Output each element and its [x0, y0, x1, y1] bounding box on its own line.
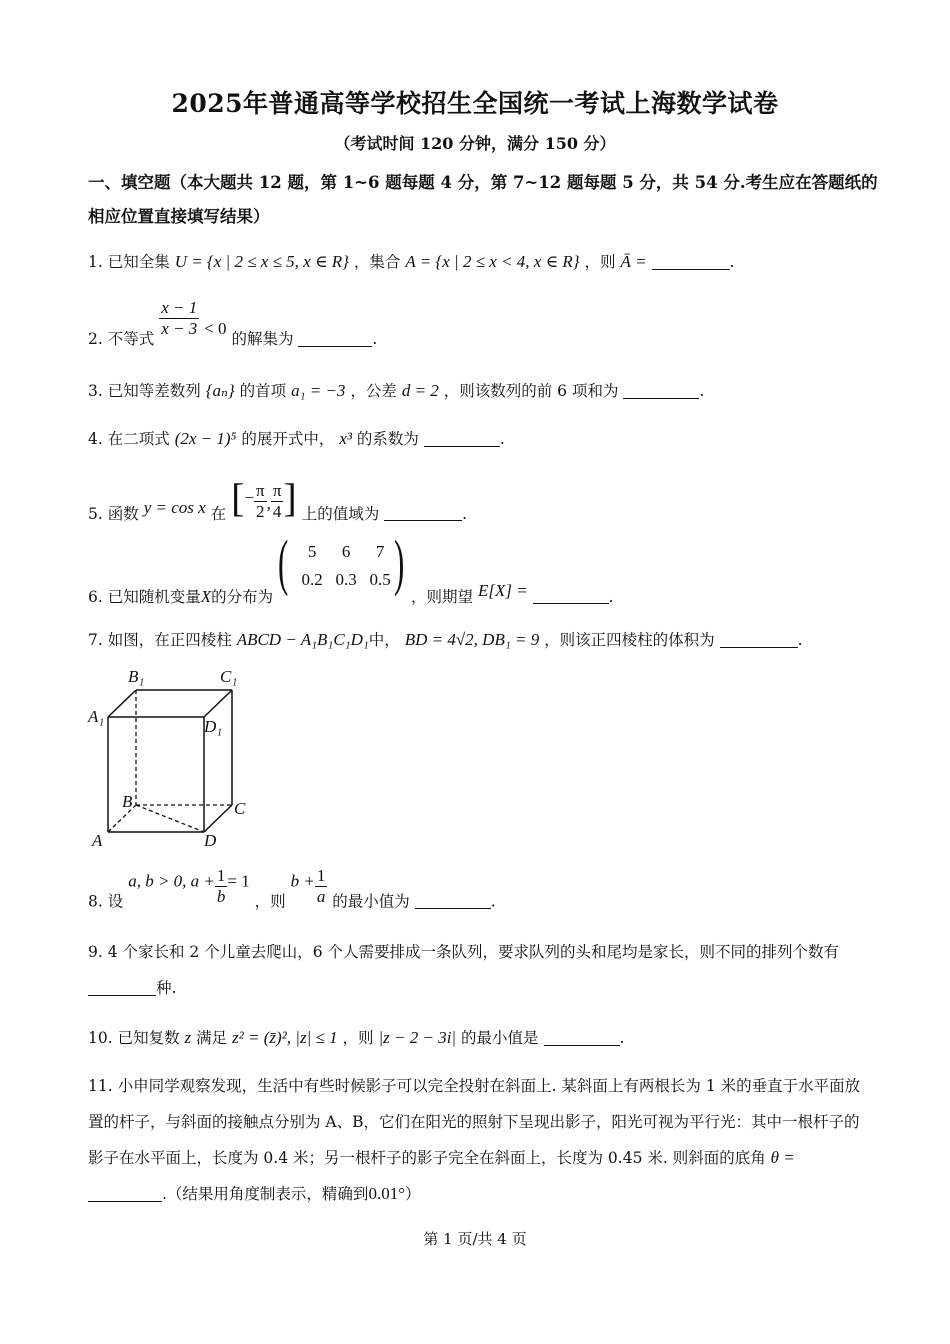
q-number: 3.: [88, 382, 103, 400]
q-text: 已知全集: [107, 253, 170, 271]
denominator: 4: [272, 501, 282, 521]
math-expr: U = {x | 2 ≤ x ≤ 5, x ∈ R}: [174, 252, 349, 271]
fraction: [215, 866, 228, 907]
q-text: 的首项: [239, 382, 287, 400]
q-text: 的系数为: [356, 430, 419, 448]
q-number: 6.: [88, 588, 103, 606]
q-number: 2.: [88, 330, 103, 348]
denominator: b: [216, 887, 226, 906]
q-text: 的展开式中，: [241, 430, 335, 448]
q-number: 5.: [88, 505, 103, 523]
denominator: 2: [256, 501, 265, 521]
q-text: .: [608, 588, 614, 606]
q-text: .: [619, 1029, 625, 1047]
q-text: 11. 小申同学观察发现，生活中有些时候影子可以完全投射在斜面上. 某斜面上有两根长为 1 米的垂直于水平面放置的杆子，与斜面的接触点分别为 A、B，它们在阳光的照射下呈现出影子，阳光可视为平行光：其中一根杆子的影子在水平面上，长度为 0.4 米；另一根杆子的影子完全在斜面上，长度为 0.45 米. 则斜面的底角: [88, 1077, 861, 1167]
label-a1: A₁: [88, 707, 105, 726]
q-text: .: [797, 631, 803, 649]
edge: [204, 690, 232, 717]
answer-blank[interactable]: [623, 383, 699, 400]
math-expr: Ā =: [620, 252, 647, 271]
numerator: x − 1: [161, 298, 198, 317]
fraction: [315, 866, 328, 907]
q-text: 的分布为: [211, 588, 274, 606]
q-text: ，则: [584, 253, 616, 271]
q-text: .: [490, 892, 496, 911]
numerator: π: [255, 480, 265, 500]
math-expr: z² = (z̄)², |z| ≤ 1: [232, 1028, 338, 1047]
q-number: 8.: [88, 892, 103, 911]
denominator: x − 3: [161, 319, 198, 338]
q-text: 9. 4 个家长和 2 个儿童去爬山，6 个人需要排成一条队列，要求队列的头和尾均是家长，则不同的排列个数有: [88, 943, 840, 961]
page-title: 2025年普通高等学校招生全国统一考试上海数学试卷: [171, 89, 779, 118]
q-text: .: [699, 382, 705, 400]
matrix-cell: 7: [375, 542, 385, 561]
left-bracket: [: [231, 475, 245, 520]
q-text: .: [499, 430, 505, 448]
matrix-cell: 0.3: [335, 570, 357, 589]
fraction: [159, 298, 199, 339]
math-expr: z: [184, 1028, 192, 1047]
q-text: 已知等差数列: [107, 382, 201, 400]
q-text: .（结果用角度制表示，精确到: [162, 1185, 369, 1203]
q-text: 函数: [107, 505, 139, 523]
question-6: [88, 529, 614, 607]
numerator: π: [272, 480, 282, 500]
label-b1: B₁: [128, 667, 145, 686]
q-text: 如图，在正四棱柱: [107, 631, 232, 649]
question-11: [88, 1068, 868, 1212]
q-text: ，则该数列的前 6 项和为: [443, 382, 619, 400]
question-9: [88, 934, 868, 1006]
q-text: 种.: [156, 979, 177, 997]
fraction: [271, 481, 284, 522]
q-text: ，则: [254, 892, 286, 911]
q-text: .: [729, 253, 735, 271]
prism-figure: [84, 662, 264, 854]
answer-blank[interactable]: [652, 254, 730, 271]
label-c: C: [234, 799, 246, 818]
denominator: a: [316, 887, 326, 906]
question-3: [88, 379, 704, 401]
question-8: [88, 866, 496, 912]
q-number: 1.: [88, 253, 103, 271]
q-text: 的最小值是: [461, 1029, 539, 1047]
answer-blank[interactable]: [415, 892, 491, 909]
math-expr: ABCD − A₁B₁C₁D₁: [236, 630, 369, 649]
math-expr: < 0: [204, 319, 227, 338]
answer-blank[interactable]: [88, 1186, 162, 1203]
numerator: 1: [216, 866, 226, 885]
math-expr: b +: [290, 871, 315, 891]
q-number: 10.: [88, 1029, 113, 1047]
answer-blank[interactable]: [298, 331, 372, 348]
matrix-cell: 0.2: [301, 570, 323, 589]
math-expr: E[X] =: [477, 581, 528, 600]
answer-blank[interactable]: [544, 1030, 620, 1047]
q-text: 已知随机变量: [107, 588, 201, 606]
math-expr: A = {x | 2 ≤ x < 4, x ∈ R}: [405, 252, 580, 271]
q-text: 的最小值为: [332, 892, 410, 911]
section-heading: 一、填空题（本大题共 12 题，第 1~6 题每题 4 分，第 7~12 题每题 5 分，共 54 分.考生应在答题纸的相应位置直接填写结果）: [88, 173, 878, 226]
question-2: [88, 298, 377, 349]
math-expr: {aₙ}: [205, 381, 235, 400]
fraction: [254, 481, 267, 522]
q-text: 的解集为: [231, 330, 294, 348]
math-expr: x³: [339, 429, 352, 448]
matrix-cell: 5: [307, 542, 317, 561]
q-text: ，则: [342, 1029, 374, 1047]
math-expr: BD = 4√2, DB₁ = 9: [404, 630, 540, 649]
question-10: [88, 1026, 624, 1048]
math-expr: = 1: [227, 871, 250, 891]
distribution-matrix: ( 5 6 7 0.2 0.3 0.5 ): [278, 529, 405, 597]
label-c1: C₁: [220, 667, 238, 686]
math-expr: θ =: [770, 1148, 795, 1167]
math-expr: (2x − 1)⁵: [174, 429, 237, 448]
q-text: 中，: [368, 631, 400, 649]
q-text: 在: [210, 505, 227, 523]
q-text: ，集合: [353, 253, 401, 271]
answer-blank[interactable]: [88, 980, 156, 997]
q-text: 上的值域为: [301, 505, 380, 523]
q-text: .: [462, 505, 468, 523]
label-d: D: [204, 831, 217, 850]
math-expr: X: [200, 587, 212, 606]
math-expr: a, b > 0, a +: [128, 871, 215, 891]
q-text: 设: [107, 892, 124, 911]
answer-blank[interactable]: [384, 505, 462, 522]
math-expr: |z − 2 − 3i|: [378, 1028, 457, 1047]
question-4: [88, 427, 505, 449]
q-text: ，公差: [350, 382, 397, 400]
math-expr: a₁ = −3: [291, 381, 346, 400]
q-text: ，则该正四棱柱的体积为: [544, 631, 715, 649]
q-text: 满足: [196, 1029, 228, 1047]
math-expr: d = 2: [401, 381, 439, 400]
q-text: ，则期望: [411, 588, 474, 606]
question-7: [88, 628, 803, 650]
q-number: 4.: [88, 430, 103, 448]
math-expr: 0.01°: [368, 1184, 405, 1203]
q-number: 7.: [88, 631, 103, 649]
answer-blank[interactable]: [533, 588, 609, 605]
q-text: 在二项式: [107, 430, 170, 448]
matrix-cell: 0.5: [369, 570, 391, 589]
q-text: .: [372, 330, 378, 348]
right-bracket: ]: [283, 475, 297, 520]
q-text: 已知复数: [117, 1029, 180, 1047]
q-text: 不等式: [107, 330, 155, 348]
edge: [108, 690, 136, 717]
label-a: A: [92, 831, 103, 850]
exam-info: （考试时间 120 分钟，满分 150 分）: [334, 134, 616, 153]
q-text: ）: [405, 1185, 421, 1203]
edge: [204, 805, 232, 832]
matrix-cell: 6: [341, 542, 351, 561]
diagonal-bd: [136, 805, 204, 832]
answer-blank[interactable]: [720, 632, 798, 649]
question-5: 5. 函数 y = cos x 在 [− $\frac{\pi}{2}$ , $\frac{\pi}{4}$ ] 上的值域为 .: [88, 475, 468, 523]
question-1: [88, 250, 734, 272]
answer-blank[interactable]: [424, 431, 500, 448]
label-d1: D₁: [204, 717, 223, 736]
label-b: B: [122, 792, 133, 811]
numerator: 1: [316, 866, 326, 885]
page-footer: 第 1 页/共 4 页: [423, 1230, 527, 1248]
math-expr: y = cos x: [143, 498, 206, 517]
